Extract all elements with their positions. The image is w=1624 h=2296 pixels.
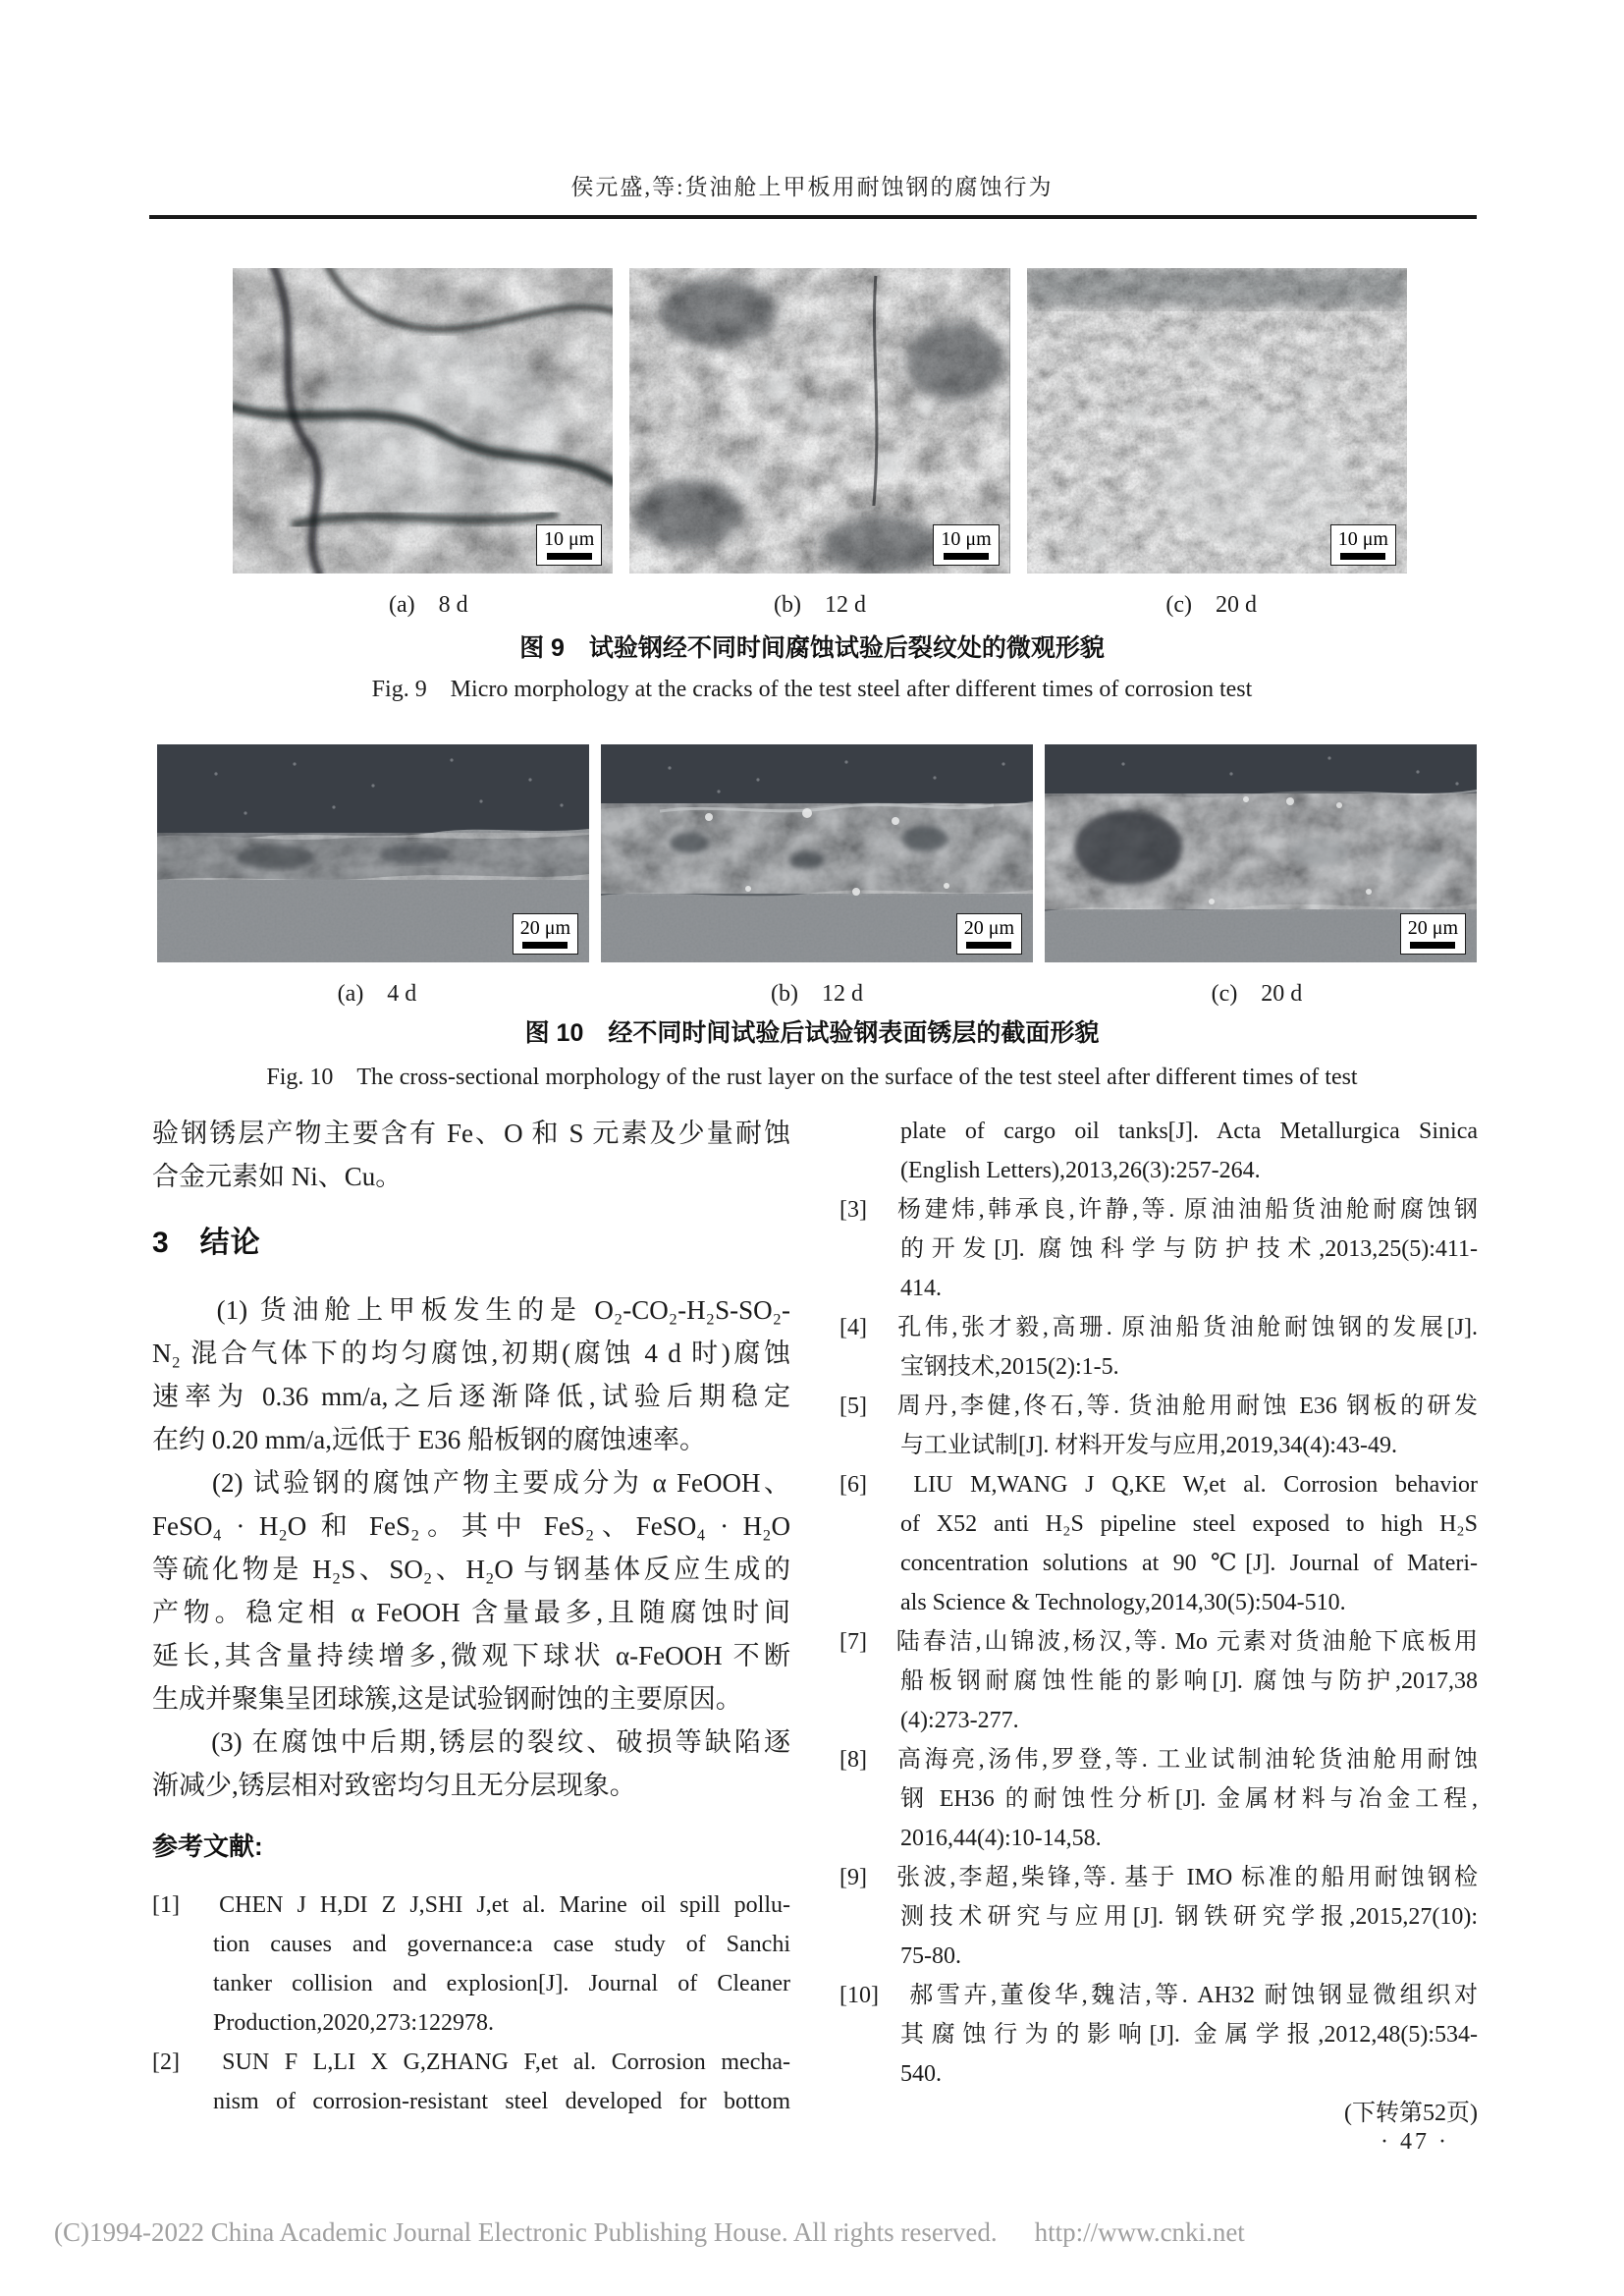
text-line: (4):273-277.: [900, 1708, 1019, 1733]
text-line: 速率为 0.36 mm/a,之后逐渐降低,试验后期稳定: [152, 1382, 790, 1411]
text-line: [6] LIU M,WANG J Q,KE W,et al. Corrosion behavior: [839, 1472, 1478, 1498]
figure9-caption-zh: 图 9 试验钢经不同时间腐蚀试验后裂纹处的微观形貌: [519, 634, 1105, 662]
text-line: 渐减少,锈层相对致密均匀且无分层现象。: [152, 1771, 636, 1800]
figure10-sublabel-c: (c) 20 d: [1211, 981, 1303, 1007]
figure10-micrograph-b: [601, 744, 1033, 962]
figure9-image-row: [233, 268, 1407, 574]
text-line: 3 结论: [152, 1227, 261, 1259]
text-line: (下转第52页): [1344, 2101, 1478, 2126]
scale-bar: [522, 942, 568, 949]
figure10-sublabels: [157, 976, 1477, 1011]
text-line: tion causes and governance:a case study of Sanchi: [213, 1932, 790, 1957]
scale-bar-box: [1330, 524, 1396, 566]
scale-bar: [547, 553, 592, 560]
left-column: [152, 1112, 790, 2121]
figure9-micrograph-c: [1027, 268, 1407, 574]
figure9-sublabel-b: (b) 12 d: [774, 592, 866, 618]
text-line: 414.: [900, 1276, 942, 1301]
text-line: 合金元素如 Ni、Cu。: [152, 1162, 403, 1191]
text-line: 生成并聚集呈团球簇,这是试验钢耐蚀的主要原因。: [152, 1684, 742, 1714]
text-line: (2) 试验钢的腐蚀产物主要成分为 α FeOOH、: [152, 1468, 790, 1498]
text-line: 75-80.: [900, 1943, 961, 1969]
text-line: [10] 郝雪卉,董俊华,魏洁,等. AH32 耐蚀钢显微组织对: [839, 1983, 1478, 2008]
figure10-sublabel-b: (b) 12 d: [771, 981, 863, 1007]
text-line: 的开发[J]. 腐蚀科学与防护技术,2013,25(5):411-: [900, 1236, 1478, 1262]
text-line: [7] 陆春洁,山锦波,杨汉,等. Mo 元素对货油舱下底板用: [839, 1629, 1478, 1655]
text-line: 等硫化物是 H₂S、SO₂、H₂O 与钢基体反应生成的: [152, 1555, 790, 1584]
scale-bar-label: 20 μm: [963, 917, 1014, 939]
figure9-sublabel-a: (a) 8 d: [389, 592, 468, 618]
text-line: als Science & Technology,2014,30(5):504-510.: [900, 1590, 1346, 1615]
text-line: 测技术研究与应用[J]. 钢铁研究学报,2015,27(10):: [900, 1904, 1478, 1930]
text-line: [9] 张波,李超,柴锋,等. 基于 IMO 标准的船用耐蚀钢检: [839, 1865, 1478, 1890]
text-line: 与工业试制[J]. 材料开发与应用,2019,34(4):43-49.: [900, 1433, 1397, 1458]
text-line: (3) 在腐蚀中后期,锈层的裂纹、破损等缺陷逐: [152, 1727, 790, 1757]
figure10-image-row: [157, 744, 1477, 962]
figure10-micrograph-a: [157, 744, 589, 962]
footer-copyright: (C)1994-2022 China Academic Journal Electronic Publishing House. All rights reserved.: [54, 2217, 998, 2247]
scale-bar-label: 20 μm: [1407, 917, 1458, 939]
footer-url: http://www.cnki.net: [1034, 2217, 1245, 2247]
text-line: [4] 孔伟,张才毅,高珊. 原油船货油舱耐蚀钢的发展[J].: [839, 1315, 1478, 1340]
text-line: Production,2020,273:122978.: [213, 2010, 494, 2036]
running-head: 侯元盛,等:货油舱上甲板用耐蚀钢的腐蚀行为: [570, 175, 1054, 199]
scale-bar: [1410, 942, 1455, 949]
scale-bar-label: 20 μm: [519, 917, 570, 939]
text-line: (English Letters),2013,26(3):257-264.: [900, 1158, 1261, 1183]
text-line: (1) 货油舱上甲板发生的是 O₂-CO₂-H₂S-SO₂-: [152, 1295, 790, 1325]
figure10-caption-en: Fig. 10 The cross-sectional morphology of the rust layer on the surface of the test steel after different times of test: [266, 1065, 1358, 1090]
text-line: [5] 周丹,李健,佟石,等. 货油舱用耐蚀 E36 钢板的研发: [839, 1394, 1478, 1419]
text-line: [1] CHEN J H,DI Z J,SHI J,et al. Marine oil spill pollu-: [152, 1892, 790, 1918]
text-line: 2016,44(4):10-14,58.: [900, 1826, 1102, 1851]
scale-bar-label: 10 μm: [544, 528, 595, 550]
figure9-sublabel-c: (c) 20 d: [1165, 592, 1257, 618]
page-number: · 47 ·: [1380, 2129, 1449, 2155]
scale-bar: [944, 553, 989, 560]
text-line: plate of cargo oil tanks[J]. Acta Metallurgica Sinica: [900, 1119, 1478, 1144]
text-line: of X52 anti H₂S pipeline steel exposed to high H₂S: [900, 1511, 1478, 1537]
text-line: 参考文献:: [152, 1831, 263, 1861]
text-line: 540.: [900, 2061, 942, 2087]
figure10-micrograph-c: [1045, 744, 1477, 962]
text-line: 其腐蚀行为的影响[J]. 金属学报,2012,48(5):534-: [900, 2022, 1478, 2048]
scale-bar-box: [1400, 913, 1466, 955]
scale-bar: [1340, 553, 1385, 560]
text-line: 船板钢耐腐蚀性能的影响[J]. 腐蚀与防护,2017,38: [900, 1668, 1478, 1694]
text-line: [8] 高海亮,汤伟,罗登,等. 工业试制油轮货油舱用耐蚀: [839, 1747, 1478, 1773]
text-line: [2] SUN F L,LI X G,ZHANG F,et al. Corrosion mecha-: [152, 2050, 790, 2075]
scale-bar-label: 10 μm: [1337, 528, 1388, 550]
text-line: 在约 0.20 mm/a,远低于 E36 船板钢的腐蚀速率。: [152, 1425, 706, 1454]
figure10-sublabel-a: (a) 4 d: [337, 981, 417, 1007]
text-line: 宝钢技术,2015(2):1-5.: [900, 1354, 1119, 1380]
right-column: [839, 1112, 1478, 2133]
text-line: 验钢锈层产物主要含有 Fe、O 和 S 元素及少量耐蚀: [152, 1119, 790, 1148]
figure9-micrograph-a: [233, 268, 613, 574]
text-line: FeSO₄ · H₂O 和 FeS₂。其中 FeS₂、FeSO₄ · H₂O: [152, 1511, 790, 1541]
text-line: 延长,其含量持续增多,微观下球状 α-FeOOH 不断: [152, 1641, 790, 1670]
figure9-caption-en: Fig. 9 Micro morphology at the cracks of the test steel after different times of corrosion test: [371, 677, 1253, 702]
text-line: N₂ 混合气体下的均匀腐蚀,初期(腐蚀 4 d 时)腐蚀: [152, 1339, 790, 1368]
scale-bar-box: [956, 913, 1022, 955]
scale-bar-label: 10 μm: [941, 528, 992, 550]
text-line: nism of corrosion-resistant steel developed for bottom: [213, 2089, 790, 2114]
footer: [54, 2217, 1585, 2248]
text-line: concentration solutions at 90 ℃[J]. Journal of Materi-: [900, 1551, 1478, 1576]
text-line: tanker collision and explosion[J]. Journal of Cleaner: [213, 1971, 790, 1996]
scale-bar-box: [513, 913, 578, 955]
figure9-sublabels: [233, 587, 1407, 623]
text-line: 钢 EH36 的耐蚀性分析[J]. 金属材料与冶金工程,: [900, 1786, 1478, 1812]
text-line: [3] 杨建炜,韩承良,许静,等. 原油油船货油舱耐腐蚀钢: [839, 1197, 1478, 1223]
scale-bar: [966, 942, 1011, 949]
header-rule: [149, 215, 1477, 219]
figure10-caption-zh: 图 10 经不同时间试验后试验钢表面锈层的截面形貌: [524, 1019, 1100, 1047]
text-line: 产物。稳定相 α FeOOH 含量最多,且随腐蚀时间: [152, 1598, 790, 1627]
scale-bar-box: [933, 524, 999, 566]
scale-bar-box: [536, 524, 602, 566]
figure9-micrograph-b: [629, 268, 1009, 574]
